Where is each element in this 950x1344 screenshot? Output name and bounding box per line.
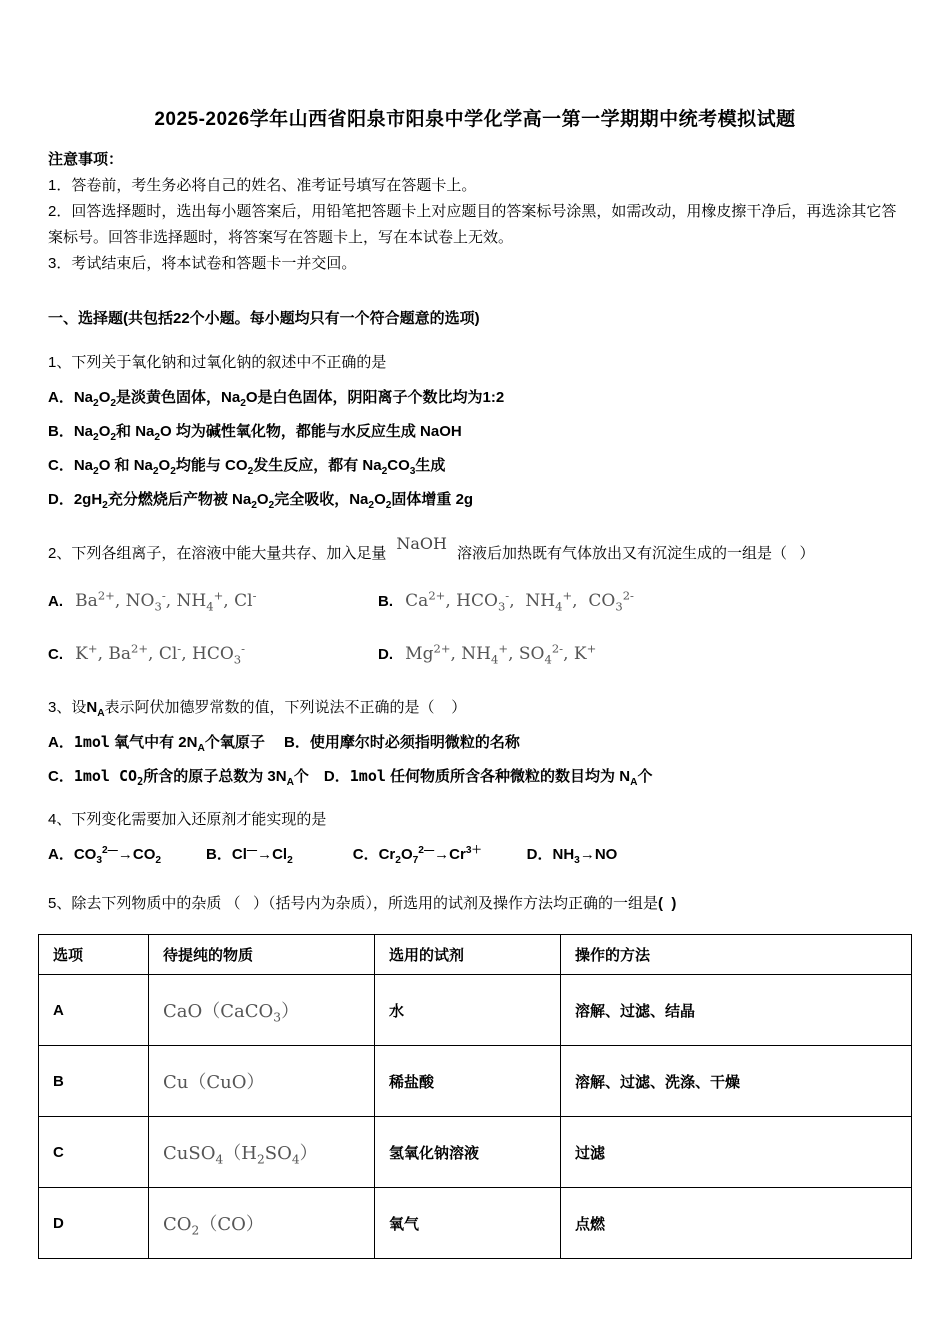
option-letter: D. — [378, 646, 393, 663]
option-letter: C. — [48, 646, 63, 663]
row-method: 过滤 — [561, 1117, 912, 1188]
notice-item-1: 1．答卷前，考生务必将自己的姓名、准考证号填写在答题卡上。 — [48, 177, 477, 194]
table-header-reagent: 选用的试剂 — [375, 935, 561, 975]
q5-table-header-row — [39, 935, 912, 975]
row-option-letter: C — [39, 1117, 149, 1188]
question-1-option-c: C．$Na_2O$ 和 $Na_2O_2$均能与 $CO_2$发生反应，都有 $Na_2CO_3$生成 — [48, 457, 446, 477]
row-reagent: 氧气 — [375, 1188, 561, 1259]
question-3 — [48, 696, 902, 788]
question-2 — [48, 534, 902, 668]
row-option-letter: B — [39, 1046, 149, 1117]
question-3-options-cd: C．1mol $CO_2$所含的原子总数为 $3N_A$个 D．1mol 任何物质所含各种微粒的数目均为 $N_A$个 — [48, 767, 653, 788]
row-reagent: 水 — [375, 975, 561, 1046]
substance-formula: Cu（CuO） — [163, 1072, 265, 1093]
question-1-option-a: A．$Na_2O_2$是淡黄色固体，$Na_2O$是白色固体，阴阳离子个数比均为1:2 — [48, 389, 505, 409]
row-option-letter: A — [39, 975, 149, 1046]
row-method: 溶解、过滤、洗涤、干燥 — [561, 1046, 912, 1117]
notice-section — [48, 147, 902, 277]
row-substance — [149, 1117, 375, 1188]
question-1-stem: 1、下列关于氧化钠和过氧化钠的叙述中不正确的是 — [48, 354, 387, 371]
question-5 — [48, 892, 902, 1259]
question-1-option-d: D．$2gH_2$充分燃烧后产物被 $Na_2O_2$完全吸收，$Na_2O_2$固体增重 2g — [48, 491, 474, 511]
q5-table — [38, 934, 912, 1259]
question-1-option-b: B．$Na_2O_2$和 $Na_2O$ 均为碱性氧化物，都能与水反应生成 NaOH — [48, 423, 462, 443]
notice-item-2: 2．回答选择题时，选出每小题答案后，用铅笔把答题卡上对应题目的答案标号涂黑，如需改动，用橡皮擦干净后，再选涂其它答案标号。回答非选择题时，将答案写在答题卡上，写在本试卷上无效。 — [48, 203, 897, 246]
question-4-stem: 4、下列变化需要加入还原剂才能实现的是 — [48, 811, 327, 828]
row-method: 点燃 — [561, 1188, 912, 1259]
doc-title: 2025-2026学年山西省阳泉市阳泉中学化学高一第一学期期中统考模拟试题 — [154, 109, 796, 130]
row-reagent: 稀盐酸 — [375, 1046, 561, 1117]
ion-formula: $Mg^{2+}$, $NH_4^+$, $SO_4^{2-}$, K+ — [405, 641, 597, 667]
row-option-letter: D — [39, 1188, 149, 1259]
table-header-method: 操作的方法 — [561, 935, 912, 975]
question-4-options: A．$CO_3^{2—}\to CO_2$ B．$Cl^—\to Cl_2$ C．$Cr_2O_7^{2—}\to Cr^{3+}$ D．$NH_3\to NO$ — [48, 845, 618, 866]
question-3-stem: 3、设$N_A$表示阿伏加德罗常数的值，下列说法不正确的是（ ） — [48, 699, 467, 719]
option-letter: A. — [48, 593, 63, 610]
row-substance — [149, 1046, 375, 1117]
question-2-option-c — [48, 641, 378, 668]
question-5-stem: 5、除去下列物质中的杂质 （ ）（括号内为杂质），所选用的试剂及操作方法均正确的一组是( ) — [48, 895, 677, 912]
row-method: 溶解、过滤、结晶 — [561, 975, 912, 1046]
substance-formula: CaO（CaCO$_3$） — [163, 1001, 300, 1025]
ion-formula: K+, $Ba^{2+}$, Cl-, $HCO_3^-$ — [75, 641, 246, 667]
notice-heading: 注意事项： — [48, 151, 124, 168]
question-2-option-b — [378, 588, 902, 615]
ion-formula: $Ba^{2+}$, $NO_3^-$, $NH_4^+$, Cl- — [75, 588, 257, 614]
question-2-options — [48, 588, 902, 668]
table-row-a — [39, 975, 912, 1046]
substance-formula: $CO_2(CO)$ — [163, 1214, 264, 1238]
option-letter: B. — [378, 593, 393, 610]
question-2-option-a — [48, 588, 378, 615]
notice-item-3: 3．考试结束后，将本试卷和答题卡一并交回。 — [48, 255, 357, 272]
section-heading: 一、选择题(共包括22个小题。每小题均只有一个符合题意的选项) — [48, 310, 480, 327]
table-row-d — [39, 1188, 912, 1259]
table-header-substance: 待提纯的物质 — [149, 935, 375, 975]
question-1 — [48, 351, 902, 511]
row-substance — [149, 1188, 375, 1259]
table-row-b — [39, 1046, 912, 1117]
table-header-option: 选项 — [39, 935, 149, 975]
substance-formula: $CuSO_4(H_2SO_4)$ — [163, 1143, 318, 1167]
table-row-c — [39, 1117, 912, 1188]
row-substance — [149, 975, 375, 1046]
question-3-options-ab: A．1mol 氧气中有 $2N_A$个氧原子 B．使用摩尔时必须指明微粒的名称 — [48, 733, 520, 754]
ion-formula: $Ca^{2+}$, $HCO_3^-$, $NH_4^+$, $CO_3^{2-}$ — [405, 588, 634, 614]
row-reagent: 氢氧化钠溶液 — [375, 1117, 561, 1188]
question-2-option-d — [378, 641, 902, 668]
question-4 — [48, 808, 902, 866]
question-2-stem: 2、下列各组离子，在溶液中能大量共存、加入足量NaOH溶液后加热既有气体放出又有沉淀生成的一组是（ ） — [48, 534, 815, 562]
